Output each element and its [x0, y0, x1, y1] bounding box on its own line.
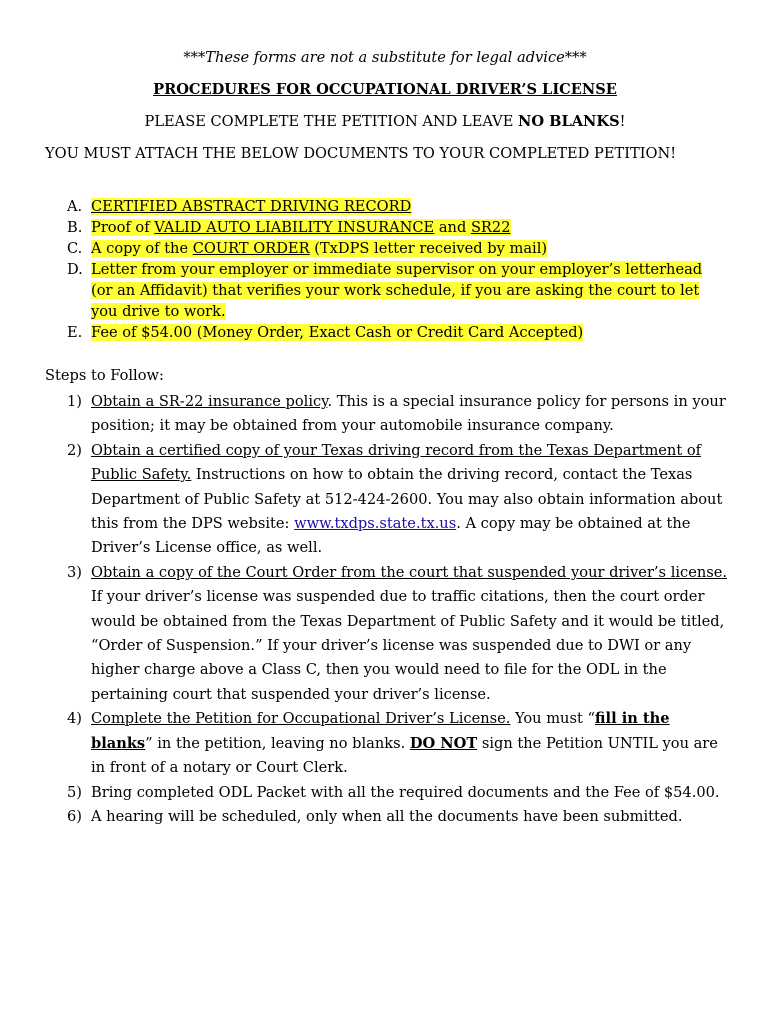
step-2 [67, 439, 727, 561]
no-blanks-emphasis: NO BLANKS [518, 113, 620, 130]
item-marker: A. [67, 198, 83, 215]
certified-abstract-text: CERTIFIED ABSTRACT DRIVING RECORD [91, 198, 412, 215]
step-5 [67, 781, 727, 805]
step-marker: 4) [67, 710, 82, 728]
txdps-letter-text: (TxDPS letter received by mail) [309, 240, 548, 257]
copy-of-text: A copy of the [91, 240, 193, 257]
fee-text: Fee of $54.00 (Money Order, Exact Cash or Credit Card Accepted) [91, 324, 584, 341]
dps-website-link[interactable]: www.txdps.state.tx.us [294, 515, 457, 533]
document-item-a [67, 196, 727, 217]
legal-disclaimer: ***These forms are not a substitute for legal advice*** [183, 49, 587, 66]
item-marker: C. [67, 240, 83, 257]
complete-petition-notice [0, 112, 770, 132]
auto-liability-text: VALID AUTO LIABILITY INSURANCE [154, 219, 435, 236]
proof-of-text: Proof of [91, 219, 155, 236]
step-1-lead: Obtain a SR-22 insurance policy [91, 393, 328, 410]
and-text: and [434, 219, 471, 236]
document-item-d [67, 259, 727, 322]
step-4-text-2: ” in the petition, leaving no blanks. [145, 734, 410, 752]
step-marker: 6) [67, 807, 82, 825]
page-title: PROCEDURES FOR OCCUPATIONAL DRIVER’S LICENSE [153, 81, 617, 98]
subtitle-text: PLEASE COMPLETE THE PETITION AND LEAVE [144, 113, 518, 130]
steps-heading: Steps to Follow: [45, 367, 164, 384]
step-marker: 1) [67, 393, 82, 410]
do-not-emphasis: DO NOT [409, 734, 478, 752]
step-marker: 3) [67, 563, 82, 581]
step-marker: 2) [67, 441, 82, 459]
step-4-text: You must “ [510, 710, 595, 728]
step-3 [67, 561, 727, 707]
step-2-end: . A copy may be obtained at the Driver’s License office, as well. [91, 515, 691, 557]
required-documents-list [67, 196, 727, 343]
item-marker: E. [67, 324, 83, 341]
item-marker: D. [67, 261, 83, 278]
step-6 [67, 805, 727, 829]
step-5-text: Bring completed ODL Packet with all the required documents and the Fee of $54.00. [91, 783, 720, 801]
step-1 [67, 390, 727, 439]
document-item-c [67, 238, 727, 259]
court-order-text: COURT ORDER [192, 240, 310, 257]
steps-list [67, 390, 727, 829]
step-6-text: A hearing will be scheduled, only when all the documents have been submitted. [91, 807, 683, 825]
fill-in-blanks-emphasis: fill in the blanks [91, 710, 670, 752]
step-marker: 5) [67, 783, 82, 801]
step-4-text-3: sign the Petition UNTIL you are in front of a notary or Court Clerk. [91, 734, 718, 777]
sr22-text: SR22 [470, 219, 511, 236]
step-4 [67, 707, 727, 780]
step-3-lead: Obtain a copy of the Court Order from the court that suspended your driver’s license. [91, 563, 727, 581]
document-item-b [67, 217, 727, 238]
document-item-e [67, 322, 727, 343]
employer-letter-text: Letter from your employer or immediate supervisor on your employer’s letterhead (or an Affidavit) that verifies your work schedule, if you are asking the court to let you drive to work. [91, 261, 703, 320]
step-4-lead: Complete the Petition for Occupational Driver’s License. [91, 710, 511, 728]
item-marker: B. [67, 219, 83, 236]
subtitle-end: ! [619, 113, 626, 130]
step-1-text: . This is a special insurance policy for persons in your position; it may be obtained from your automobile insurance company. [91, 393, 726, 435]
step-2-text: Instructions on how to obtain the driving record, contact the Texas Department of Public Safety at 512-424-2600. You may also obtain information about this from the DPS website: [91, 466, 723, 533]
attach-documents-notice: YOU MUST ATTACH THE BELOW DOCUMENTS TO YOUR COMPLETED PETITION! [45, 145, 677, 162]
step-3-text: If your driver’s license was suspended due to traffic citations, then the court order would be obtained from the Texas Department of Public Safety and it would be titled, “Order of Suspension.” If your driver’s license was suspended due to DWI or any higher charge above a Class C, then you would need to file for the ODL in the pertaining court that suspended your driver’s license. [91, 588, 725, 703]
step-2-lead: Obtain a certified copy of your Texas driving record from the Texas Department of Public Safety. [91, 441, 702, 484]
